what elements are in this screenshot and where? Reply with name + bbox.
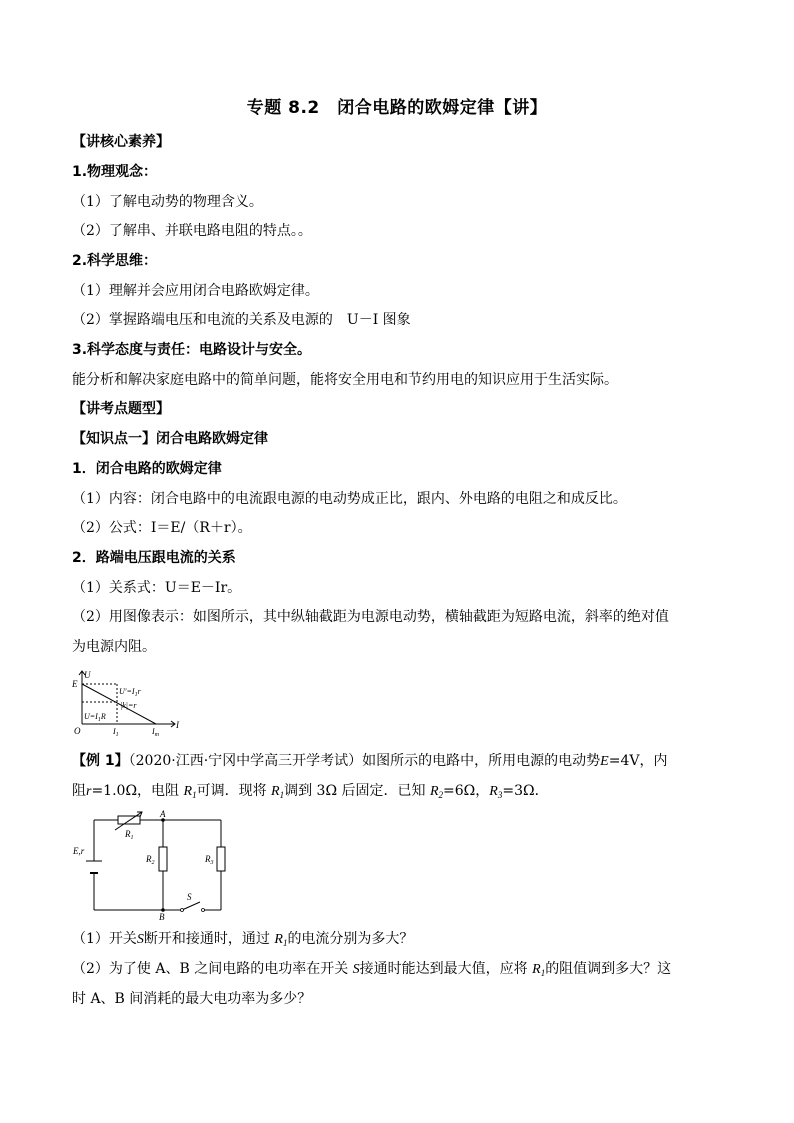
heading-physics-concept: 1.物理观念： [72, 164, 158, 180]
example-1-line-2: 阻r=1.0Ω，电阻 $R_1$可调．现将 $R_1$调到 3Ω 后固定．已知 $R_2=6\Omega$，$R_3=3\Omega$． [72, 783, 549, 800]
label-s: S [187, 892, 192, 902]
question-1: （1）开关S断开和接通时，通过 $R_1$的电流分别为多大？ [72, 931, 414, 948]
r3-resistor [217, 847, 225, 871]
graph-description: （2）用图像表示：如图所示，其中纵轴截距为电源电动势，横轴截距为短路电流，斜率的绝对值 [72, 609, 669, 625]
label-r2: $R_2$ [146, 854, 155, 866]
graph-description-cont: 为电源内阻。 [72, 639, 156, 655]
label-r3: $R_3$ [205, 854, 214, 866]
heading-attitude: 3.科学态度与责任：电路设计与安全。 [72, 342, 312, 358]
ohm-law-content: （1）内容：闭合电路中的电流跟电源的电动势成正比，跟内、外电路的电阻之和成反比。 [72, 491, 627, 507]
terminal-voltage-relation: （1）关系式：U＝E－Ir。 [72, 580, 242, 596]
example-1-line-1: 【例 1】（2020·江西·宁冈中学高三开学考试）如图所示的电路中，所用电源的电动势E=4V，内 [72, 753, 668, 769]
switch-contact-right [202, 909, 205, 912]
label-i: I [176, 720, 179, 730]
section-topics: 【讲考点题型】 [72, 401, 170, 417]
label-u-eq: $U=I_1R$ [84, 712, 106, 723]
label-u: U [84, 670, 91, 680]
page-title: 专题 8.2 闭合电路的欧姆定律【讲】 [246, 98, 548, 118]
label-r1: $R_1$ [125, 829, 134, 841]
switch-contact-left [181, 909, 184, 912]
label-e: E [72, 679, 78, 689]
item-1-1: （1）了解电动势的物理含义。 [72, 194, 263, 210]
heading-ohm-law: 1．闭合电路的欧姆定律 [72, 461, 222, 477]
label-o: O [74, 726, 81, 736]
circuit-diagram [70, 810, 240, 920]
item-1-2: （2）了解串、并联电路电阻的特点。。 [72, 223, 312, 239]
r1-resistor [118, 816, 140, 824]
u-i-graph [70, 668, 182, 738]
knowledge-point-1: 【知识点一】闭合电路欧姆定律 [72, 431, 268, 447]
label-b: B [159, 912, 165, 920]
section-core-literacy: 【讲核心素养】 [72, 134, 170, 150]
switch-s [182, 902, 200, 910]
item-2-2: （2）掌握路端电压和电流的关系及电源的 U－I 图象 [72, 312, 411, 328]
question-2: （2）为了使 A、B 之间电路的电功率在开关 S接通时能达到最大值，应将 $R_1$的阻值调到多大？这 [72, 961, 672, 978]
heading-terminal-voltage: 2．路端电压跟电流的关系 [72, 550, 236, 566]
label-uprime: $U'=I_1r$ [119, 687, 141, 698]
heading-scientific-thinking: 2.科学思维： [72, 253, 158, 269]
ohm-law-formula: （2）公式：I＝E/（R＋r）。 [72, 520, 252, 536]
label-i1: $I_1$ [113, 727, 119, 738]
r2-resistor [159, 847, 167, 871]
label-a: A [160, 810, 166, 819]
label-im: $I_m$ [152, 727, 160, 738]
label-er: E,r [73, 846, 85, 856]
example-tag: 【例 1】 [72, 753, 129, 769]
attitude-text: 能分析和解决家庭电路中的简单问题，能将安全用电和节约用电的知识应用于生活实际。 [72, 372, 618, 388]
label-slope: |k|=r [120, 701, 137, 710]
question-2-cont: 时 A、B 间消耗的最大电功率为多少？ [72, 991, 312, 1007]
item-2-1: （1）理解并会应用闭合电路欧姆定律。 [72, 283, 319, 299]
